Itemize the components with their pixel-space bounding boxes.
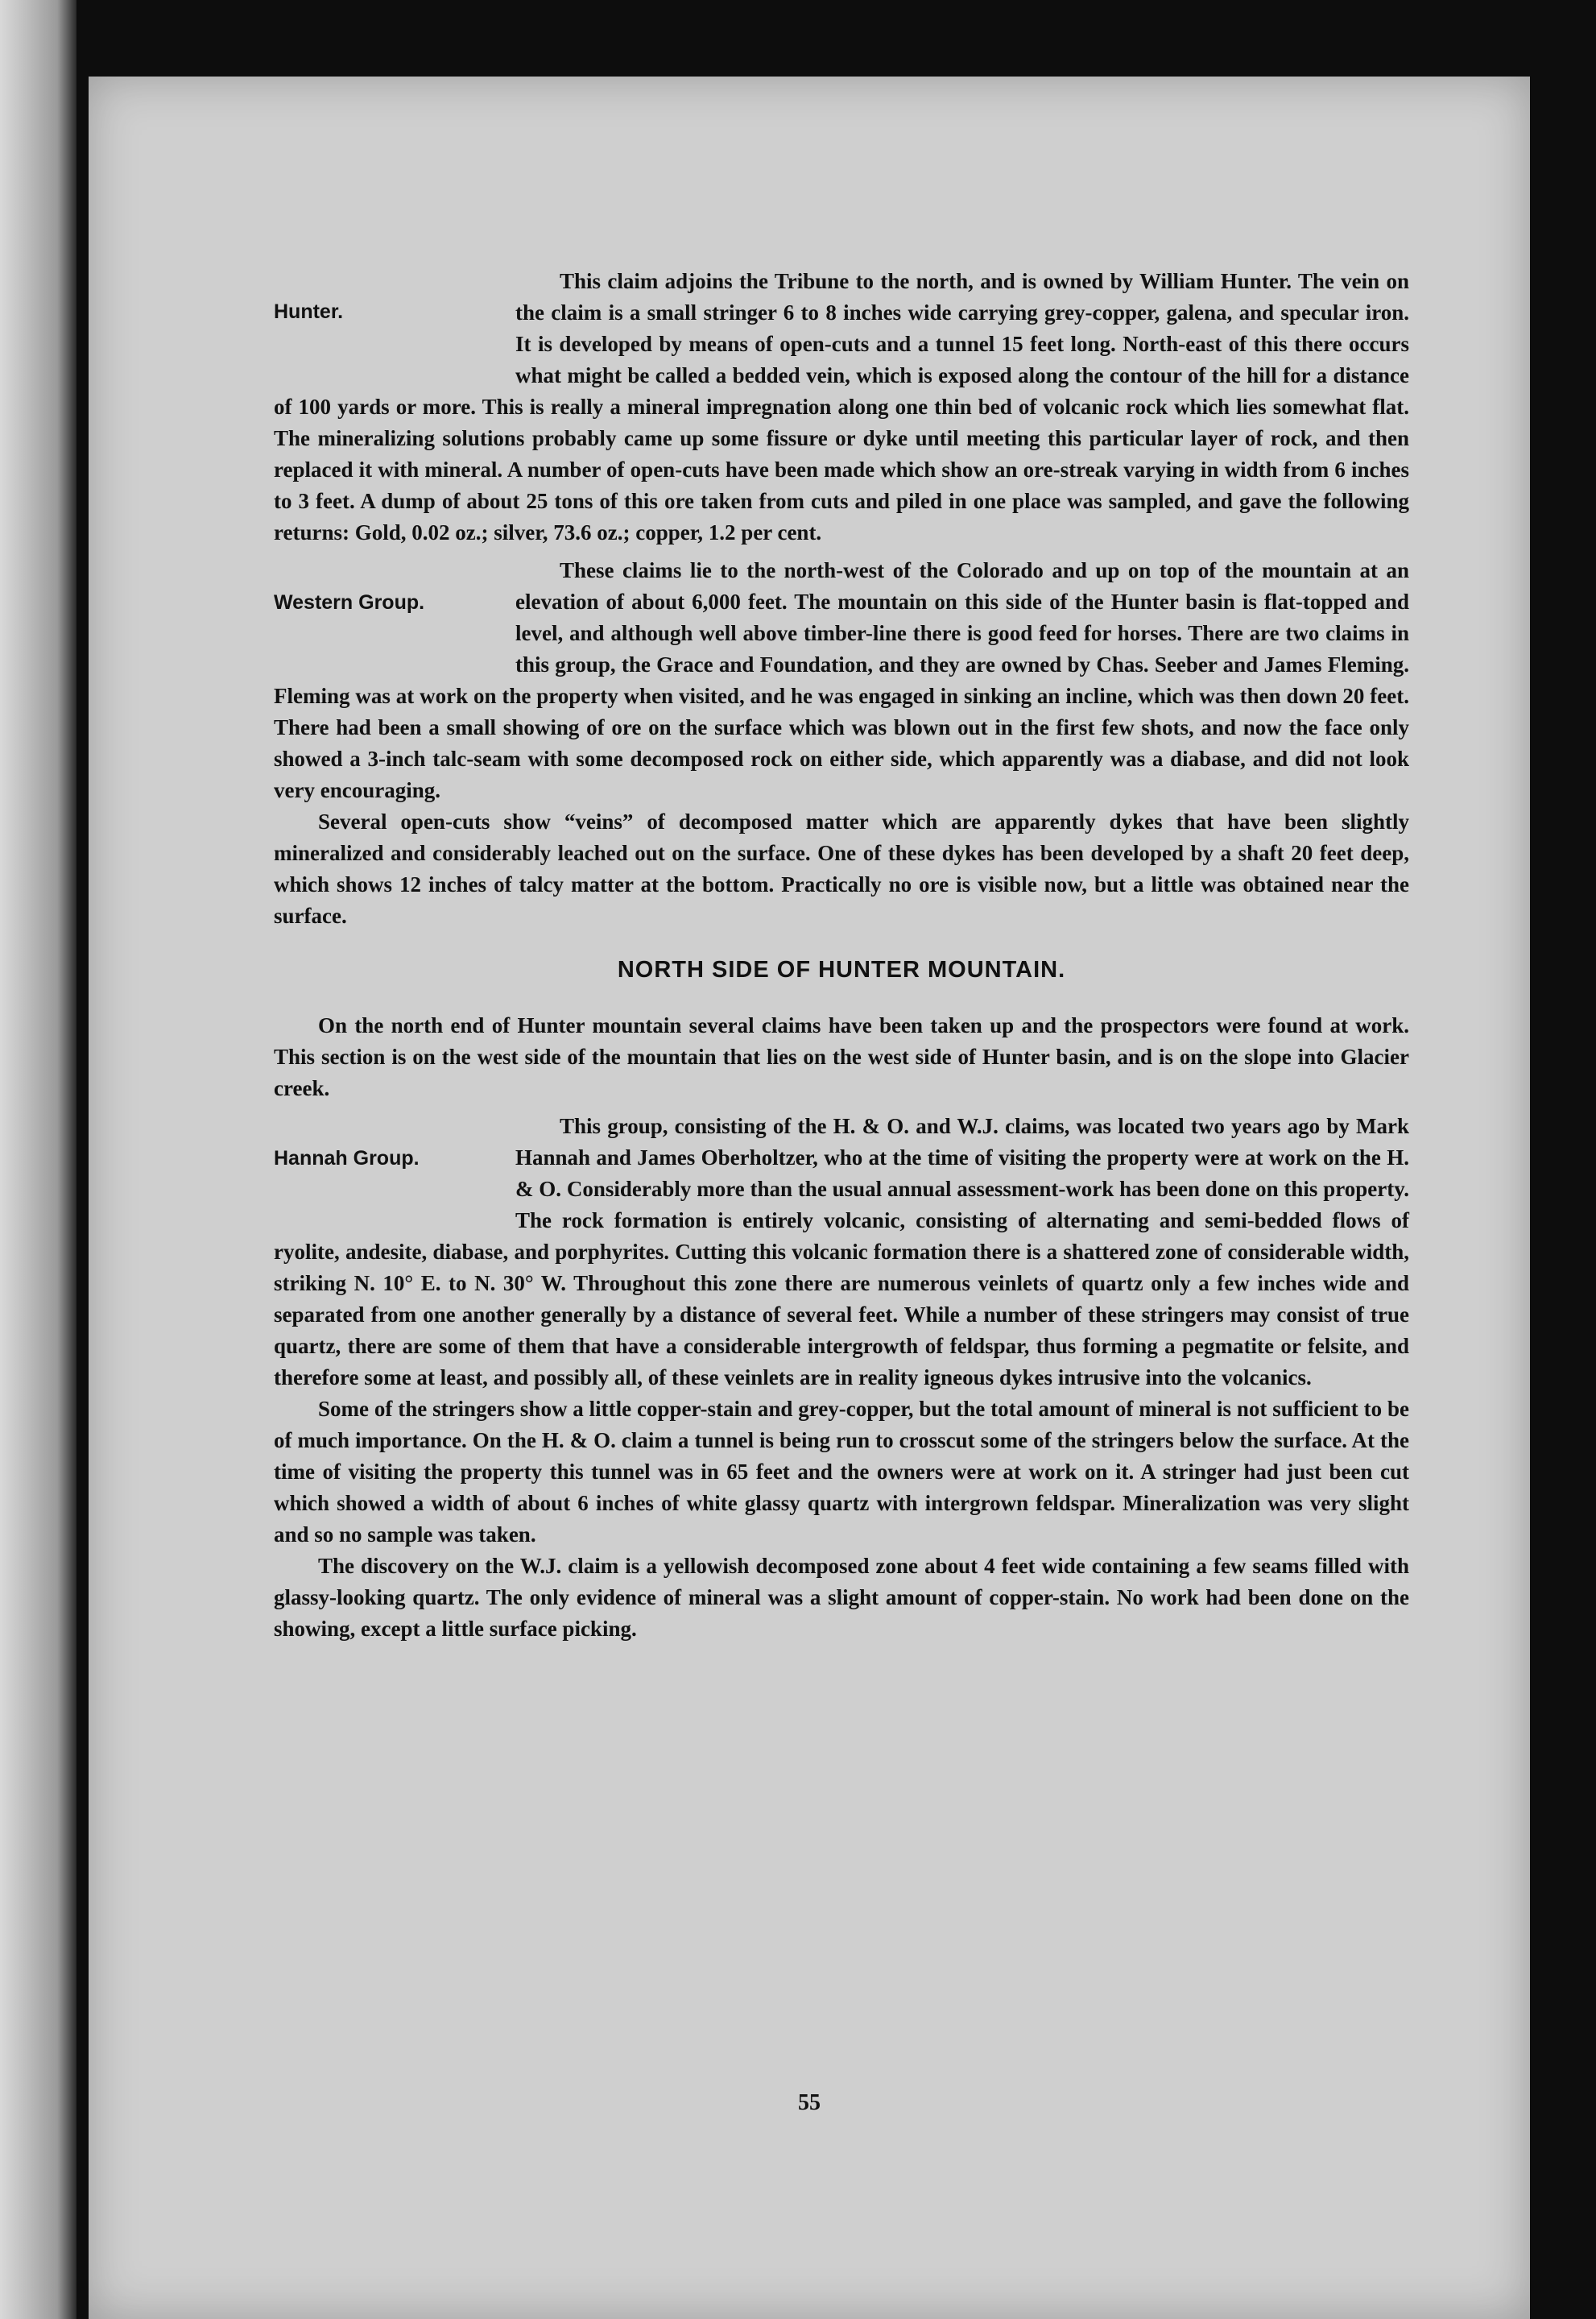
sidehead-western-group: Western Group. <box>274 591 425 614</box>
western-paragraph-2: Several open-cuts show “veins” of decomposed matter which are apparently dykes that have been slightly mineralized and considerably leached out on the surface. One of these dykes has been developed by a shaft 20 feet deep, which shows 12 inches of talcy matter at the bottom. Practically no ore is visible now, but a little was obtained near the surface. <box>274 810 1409 928</box>
hannah-paragraph-3: The discovery on the W.J. claim is a yellowish decomposed zone about 4 feet wide containing a few seams filled with glassy-looking quartz. The only evidence of mineral was a slight amount of copper-stain. No work had been done on the showing, except a little surface picking. <box>274 1554 1409 1641</box>
hannah-paragraph-1: This group, consisting of the H. & O. and W.J. claims, was located two years ago by Mark Hannah and James Oberholtzer, who at the time of visiting the property were at work on the H. & O. Considerably more than the usual annual assessment-work has been done on this property. The rock formation is entirely volcanic, consisting of alternating and semi-bedded flows of ryolite, andesite, diabase, and porphyrites. Cutting this volcanic formation there is a shattered zone of considerable width, striking N. 10° E. to N. 30° W. Throughout this zone there are numerous veinlets of quartz only a few inches wide and separated from one another generally by a distance of several feet. While a number of these stringers may consist of true quartz, there are some of them that have a considerable intergrowth of feldspar, thus forming a pegmatite or felsite, and therefore some at least, and possibly all, of these veinlets are in reality igneous dykes intrusive into the volcanics. <box>274 1114 1409 1389</box>
western-paragraph-1: These claims lie to the north-west of the Colorado and up on top of the mountain at an elevation of about 6,000 feet. The mountain on this side of the Hunter basin is flat-topped and level, and although well above timber-line there is good feed for horses. There are two claims in this group, the Grace and Foundation, and they are owned by Chas. Seeber and James Fleming. Fleming was at work on the property when visited, and he was engaged in sinking an incline, which was then down 20 feet. There had been a small showing of ore on the surface which was blown out in the first few shots, and now the face only showed a 3-inch talc-seam with some decomposed rock on either side, which apparently was a diabase, and did not look very encouraging. <box>274 558 1409 802</box>
sidehead-hannah-group: Hannah Group. <box>274 1147 420 1170</box>
book-page <box>89 77 1530 2319</box>
adjacent-page-edge <box>0 0 76 2319</box>
hannah-group-section <box>274 1111 1409 1645</box>
western-group-section <box>274 555 1409 932</box>
hunter-section <box>274 266 1409 549</box>
sidehead-hunter: Hunter. <box>274 300 344 323</box>
section-title: NORTH SIDE OF HUNTER MOUNTAIN. <box>617 957 1066 983</box>
page-number: 55 <box>798 2090 821 2115</box>
north-intro-paragraph: On the north end of Hunter mountain several claims have been taken up and the prospectors were found at work. This section is on the west side of the mountain that lies on the west side of Hunter basin, and is on the slope into Glacier creek. <box>274 1013 1409 1100</box>
text-column <box>274 266 1409 1645</box>
hannah-paragraph-2: Some of the stringers show a little copper-stain and grey-copper, but the total amount of mineral is not sufficient to be of much importance. On the H. & O. claim a tunnel is being run to crosscut some of the stringers below the surface. At the time of visiting the property this tunnel was in 65 feet and the owners were at work on it. A stringer had just been cut which showed a width of about 6 inches of white glassy quartz with intergrown feldspar. Mineralization was very slight and so no sample was taken. <box>274 1397 1409 1547</box>
hunter-paragraph: This claim adjoins the Tribune to the north, and is owned by William Hunter. The vein on the claim is a small stringer 6 to 8 inches wide carrying grey-copper, galena, and specular iron. It is developed by means of open-cuts and a tunnel 15 feet long. North-east of this there occurs what might be called a bedded vein, which is exposed along the contour of the hill for a distance of 100 yards or more. This is really a mineral impregnation along one thin bed of volcanic rock which lies somewhat flat. The mineralizing solutions probably came up some fissure or dyke until meeting this particular layer of rock, and then replaced it with mineral. A number of open-cuts have been made which show an ore-streak varying in width from 6 inches to 3 feet. A dump of about 25 tons of this ore taken from cuts and piled in one place was sampled, and gave the following returns: Gold, 0.02 oz.; silver, 73.6 oz.; copper, 1.2 per cent. <box>274 269 1409 545</box>
